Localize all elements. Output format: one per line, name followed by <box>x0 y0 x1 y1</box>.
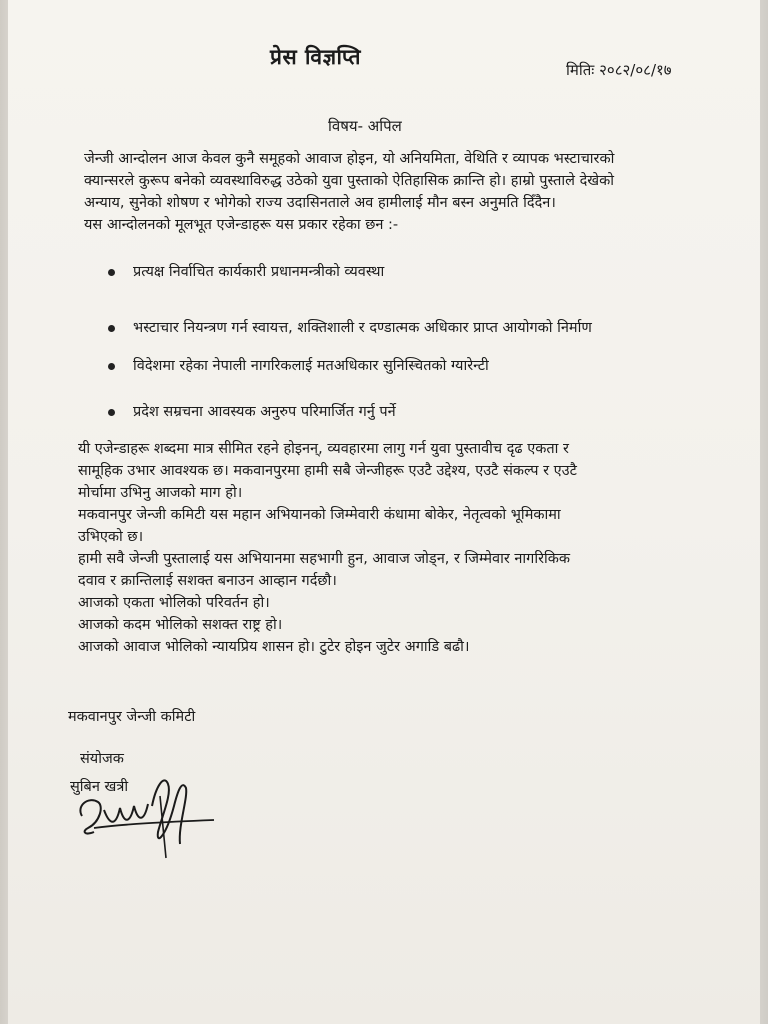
body-line: सामूहिक उभार आवश्यक छ। मकवानपुरमा हामी सबै जेन्जीहरू एउटै उद्देश्य, एउटै संकल्प र एउटै <box>78 463 577 479</box>
agenda-item-text: विदेशमा रहेका नेपाली नागरिकलाई मतअधिकार सुनिस्चितको ग्यारेन्टी <box>133 358 489 374</box>
intro-paragraph <box>84 148 724 236</box>
body-line: यी एजेन्डाहरू शब्दमा मात्र सीमित रहने होइनन्, व्यवहारमा लागु गर्न युवा पुस्तावीच दृढ एकता र <box>78 441 569 457</box>
body-line: उभिएको छ। <box>78 529 144 545</box>
intro-line: अन्याय, सुनेको शोषण र भोगेको राज्य उदासिनताले अव हामीलाई मौन बस्न अनुमति दिँदैन। <box>84 195 556 211</box>
body-line: दवाव र क्रान्तिलाई सशक्त बनाउन आव्हान गर्दछौ। <box>78 573 337 589</box>
body-line: आजको आवाज भोलिको न्यायप्रिय शासन हो। टुटेर होइन जुटेर अगाडि बढौ। <box>78 639 470 655</box>
intro-line: यस आन्दोलनको मूलभूत एजेन्डाहरू यस प्रकार रहेका छन :- <box>84 217 399 233</box>
agenda-item <box>108 317 592 337</box>
bullet-icon <box>108 325 115 332</box>
press-release-page <box>8 0 760 1024</box>
signatory-name: सुबिन खत्री <box>70 779 129 795</box>
bullet-icon <box>108 269 115 276</box>
signatory-organization: मकवानपुर जेन्जी कमिटी <box>68 709 196 725</box>
agenda-item <box>108 401 396 421</box>
agenda-item <box>108 261 384 281</box>
bullet-icon <box>108 409 115 416</box>
intro-line: क्यान्सरले कुरूप बनेको व्यवस्थाविरुद्ध उठेको युवा पुस्ताको ऐतिहासिक क्रान्ति हो। हाम्रो पुस्ताले देखेको <box>84 173 615 189</box>
document-date: मितिः २०८२/०८/१७ <box>566 61 672 79</box>
body-line: आजको कदम भोलिको सशक्त राष्ट्र हो। <box>78 617 283 633</box>
agenda-item <box>108 355 489 375</box>
body-paragraph <box>78 438 718 658</box>
agenda-item-text: प्रदेश सम्रचना आवस्यक अनुरुप परिमार्जित गर्नु पर्ने <box>133 404 396 420</box>
agenda-item-text: भस्टाचार नियन्त्रण गर्न स्वायत्त, शक्तिशाली र दण्डात्मक अधिकार प्राप्त आयोगको निर्माण <box>133 320 592 336</box>
signature-icon <box>74 766 224 866</box>
document-subject: विषय- अपिल <box>328 117 402 135</box>
body-line: आजको एकता भोलिको परिवर्तन हो। <box>78 595 270 611</box>
signatory-role: संयोजक <box>80 751 124 767</box>
agenda-item-text: प्रत्यक्ष निर्वाचित कार्यकारी प्रधानमन्त्रीको व्यवस्था <box>133 264 385 280</box>
body-line: मोर्चामा उभिनु आजको माग हो। <box>78 485 243 501</box>
body-line: हामी सवै जेन्जी पुस्तालाई यस अभियानमा सहभागी हुन, आवाज जोड्न, र जिम्मेवार नागरिकिक <box>78 551 571 567</box>
body-line: मकवानपुर जेन्जी कमिटी यस महान अभियानको जिम्मेवारी कंधामा बोकेर, नेतृत्वको भूमिकामा <box>78 507 561 523</box>
intro-line: जेन्जी आन्दोलन आज केवल कुनै समूहको आवाज होइन, यो अनियमिता, वेथिति र व्यापक भस्टाचारको <box>84 151 615 167</box>
document-title: प्रेस विज्ञप्ति <box>270 45 361 69</box>
bullet-icon <box>108 363 115 370</box>
handwritten-signature <box>74 766 224 870</box>
